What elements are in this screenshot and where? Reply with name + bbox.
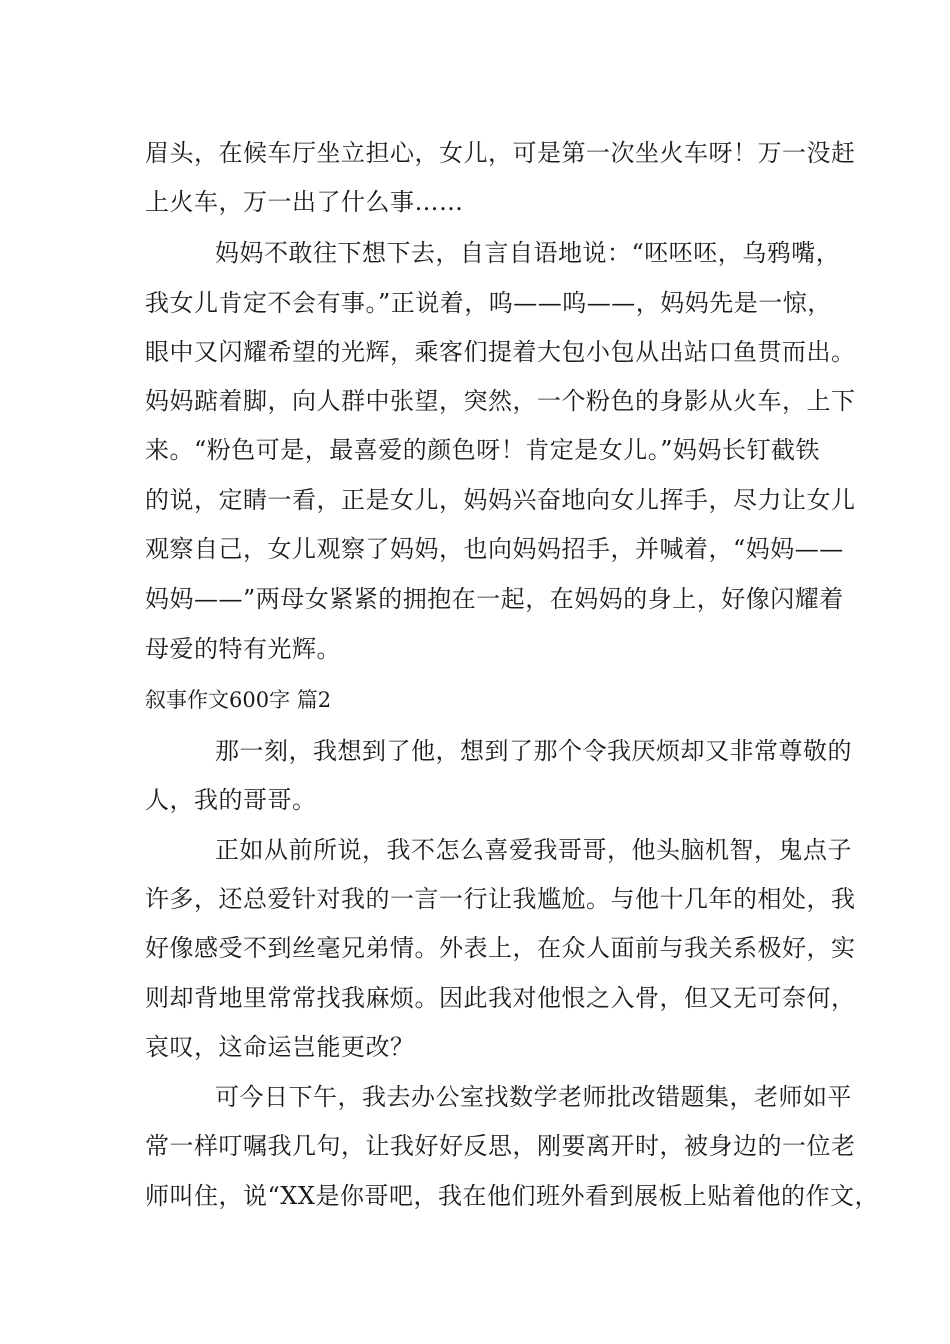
paragraph-line: 妈妈不敢往下想下去，自言自语地说：“呸呸呸，乌鸦嘴， bbox=[215, 239, 841, 267]
paragraph-line: 则却背地里常常找我麻烦。因此我对他恨之入骨，但又无可奈何， bbox=[145, 984, 856, 1012]
paragraph-line: 可今日下午，我去办公室找数学老师批改错题集，老师如平 bbox=[215, 1083, 852, 1111]
paragraph-line: 那一刻，我想到了他，想到了那个令我厌烦却又非常尊敬的 bbox=[215, 737, 852, 765]
paragraph-line: 上火车，万一出了什么事…… bbox=[145, 188, 464, 216]
paragraph-line: 常一样叮嘱我几句，让我好好反思，刚要离开时，被身边的一位老 bbox=[145, 1132, 856, 1160]
paragraph-line: 正如从前所说，我不怎么喜爱我哥哥，他头脑机智，鬼点子 bbox=[215, 836, 852, 864]
paragraph-line: 的说，定睛一看，正是女儿，妈妈兴奋地向女儿挥手，尽力让女儿 bbox=[145, 486, 856, 514]
paragraph-line: 来。“粉色可是，最喜爱的颜色呀！肯定是女儿。”妈妈长钉截铁 bbox=[145, 436, 821, 464]
paragraph-line: 观察自己，女儿观察了妈妈，也向妈妈招手，并喊着，“妈妈—— bbox=[145, 535, 844, 563]
paragraph-line: 哀叹，这命运岂能更改？ bbox=[145, 1033, 415, 1061]
paragraph-line: 人，我的哥哥。 bbox=[145, 786, 317, 814]
paragraph-line: 母爱的特有光辉。 bbox=[145, 635, 341, 663]
paragraph-line: 妈妈——”两母女紧紧的拥抱在一起，在妈妈的身上，好像闪耀着 bbox=[145, 585, 844, 613]
paragraph-line: 妈妈踮着脚，向人群中张望，突然，一个粉色的身影从火车，上下 bbox=[145, 387, 856, 415]
paragraph-line: 许多，还总爱针对我的一言一行让我尴尬。与他十几年的相处，我 bbox=[145, 885, 856, 913]
paragraph-line: 眼中又闪耀希望的光辉，乘客们提着大包小包从出站口鱼贯而出。 bbox=[145, 338, 856, 366]
paragraph-line: 师叫住，说“XX是你哥吧，我在他们班外看到展板上贴着他的作文， bbox=[145, 1182, 879, 1210]
paragraph-line: 眉头，在候车厅坐立担心，女儿，可是第一次坐火车呀！万一没赶 bbox=[145, 139, 856, 167]
paragraph-line: 好像感受不到丝毫兄弟情。外表上，在众人面前与我关系极好，实 bbox=[145, 934, 856, 962]
paragraph-line: 我女儿肯定不会有事。”正说着，呜——呜——，妈妈先是一惊， bbox=[145, 289, 832, 317]
section-heading: 叙事作文600字 篇2 bbox=[145, 688, 332, 712]
